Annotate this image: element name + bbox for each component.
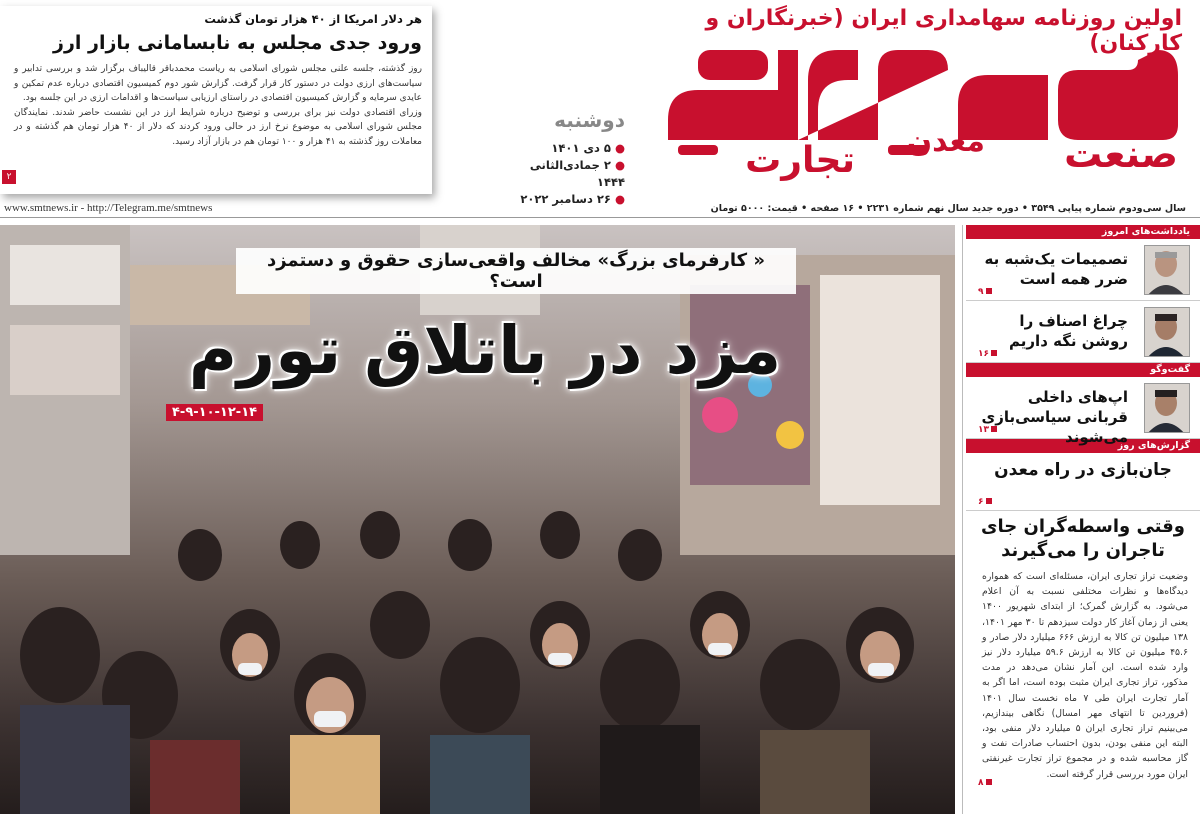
- report-body-2: وضعیت تراز تجاری ایران، مسئله‌ای است که همواره دیدگاه‌ها و نظرات مختلفی نسبت به آن اعلام می‌شود. به گزارش گمرک؛ از ابتدای شهریور ۱۴۰۰ یعنی از زمان آغاز کار دولت سیزدهم تا ۳۰ مهر ۱۴۰۱، ۱۳۸ میلیون تن کالا به ارزش ۶۶۶ میلیارد دلار صادر و ۴۵.۶ میلیون تن کالا به ارزش ۵۹.۶ میلیارد دلار نیز وارد شده است. این آمار نشان می‌دهد در مدت مذکور، تراز تجاری ایران مثبت بوده است، اما اگر به آمار تجارت ایران طی ۷ ماه نخست سال ۱۴۰۱ (فروردین تا انتهای مهر امسال) نگاهی بیندازیم، می‌بینیم تراز تجاری ایران ۵ میلیارد دلار منفی بود، البته این منفی بودن، بدون احتساب صادرات نفت و گاز محاسبه شده و در مجموع تراز تجارت غیرنفتی ایران مورد بررسی قرار گرفته است.: [982, 571, 1188, 780]
- issue-info: سال سی‌ودوم شماره پیاپی ۳۵۴۹ • دوره جدید سال نهم شماره ۲۲۳۱ • ۱۶ صفحه • قیمت: ۵۰۰۰ تومان: [710, 203, 1186, 214]
- report-title-1: جان‌بازی در راه معدن: [994, 460, 1172, 480]
- weekday: دوشنبه: [554, 108, 625, 132]
- section-label-reports: گزارش‌های روز: [966, 439, 1200, 453]
- logo-word-sanat: صنعت: [1064, 132, 1178, 176]
- date-gregorian: ●۲۶ دسامبر ۲۰۲۲: [520, 192, 625, 206]
- note-page-1: ۹: [978, 287, 992, 297]
- author-avatar-2: [1144, 307, 1190, 357]
- date-lunar: ●۲ جمادی‌الثانی ۱۴۴۴: [529, 158, 625, 189]
- interviewee-avatar: [1144, 383, 1190, 433]
- author-avatar-1: [1144, 245, 1190, 295]
- column-divider: [962, 225, 963, 814]
- report-item-2[interactable]: [966, 511, 1200, 788]
- currency-news-page-ref: ۲: [2, 170, 16, 184]
- currency-news-headline[interactable]: ورود جدی مجلس به نابسامانی بازار ارز: [53, 32, 422, 54]
- note-page-2: ۱۶: [978, 349, 997, 359]
- currency-news-box[interactable]: [0, 6, 432, 194]
- logo-word-madan: معدن: [906, 124, 985, 159]
- main-page-refs: ۴-۹-۱۰-۱۲-۱۴: [166, 404, 263, 421]
- logo-word-tejarat: تجارت: [745, 140, 855, 181]
- interview-title: اپ‌های داخلی قربانی سیاسی‌بازی می‌شوند: [981, 388, 1128, 446]
- date-solar: ●۵ دی ۱۴۰۱: [551, 141, 625, 155]
- website-links[interactable]: www.smtnews.ir - http://Telegram.me/smtnews: [4, 202, 213, 214]
- note-title-2: چراغ اصناف را روشن نگه داریم: [1009, 312, 1128, 350]
- report-page-1: ۶: [978, 497, 992, 507]
- slogan: اولین روزنامه سهامداری ایران (خبرنگاران و کارکنان): [705, 6, 1182, 56]
- report-item-1[interactable]: [966, 453, 1200, 511]
- currency-news-body-1: روز گذشته، جلسه علنی مجلس شورای اسلامی به ریاست محمدباقر قالیباف برگزار شد و بررسی تدابیر و سیاست‌های ارزی دولت در دستور کار قرار گرفت. گزارش شور دوم کمیسیون اقتصادی درباره عدم تمکین و عایدی سرمایه و گزارش کمیسیون اقتصادی در راستای ارزیابی سیاست‌ها و اقدامات ارزی در این جلسه بود.: [14, 64, 422, 103]
- main-headline[interactable]: مزد در باتلاق تورم: [188, 312, 782, 389]
- main-kicker: « کارفرمای بزرگ» مخالف واقعی‌سازی حقوق و دستمزد است؟: [236, 248, 796, 294]
- note-item-2[interactable]: [966, 301, 1200, 363]
- section-label-interview: گفت‌وگو: [966, 363, 1200, 377]
- right-sidebar: [966, 225, 1200, 814]
- info-bar: [0, 200, 1200, 218]
- note-title-1: تصمیمات یک‌شبه به ضرر همه است: [984, 250, 1128, 288]
- interview-page: ۱۳: [978, 425, 997, 435]
- report-page-2: ۸: [978, 778, 992, 788]
- section-label-notes: یادداشت‌های امروز: [966, 225, 1200, 239]
- currency-news-body-2: وزرای اقتصادی دولت نیز برای بررسی و توضیح درباره شرایط ارز در این نشست حاضر شدند. نمایندگان مجلس شورای اسلامی به موضوع نرخ ارز در حالی ورود کردند که دلار از ۴۰ هزار تومان هم گذشته و در معاملات روز گذشته به ۴۱ هزار و ۱۰۰ تومان هم در بازار آزاد رسید.: [14, 107, 422, 147]
- report-title-2: وقتی واسطه‌گران جای تاجران را می‌گیرند: [980, 516, 1185, 561]
- currency-news-kicker: هر دلار امریکا از ۴۰ هزار تومان گذشت: [204, 12, 422, 26]
- note-item-1[interactable]: [966, 239, 1200, 301]
- date-block: [515, 108, 625, 208]
